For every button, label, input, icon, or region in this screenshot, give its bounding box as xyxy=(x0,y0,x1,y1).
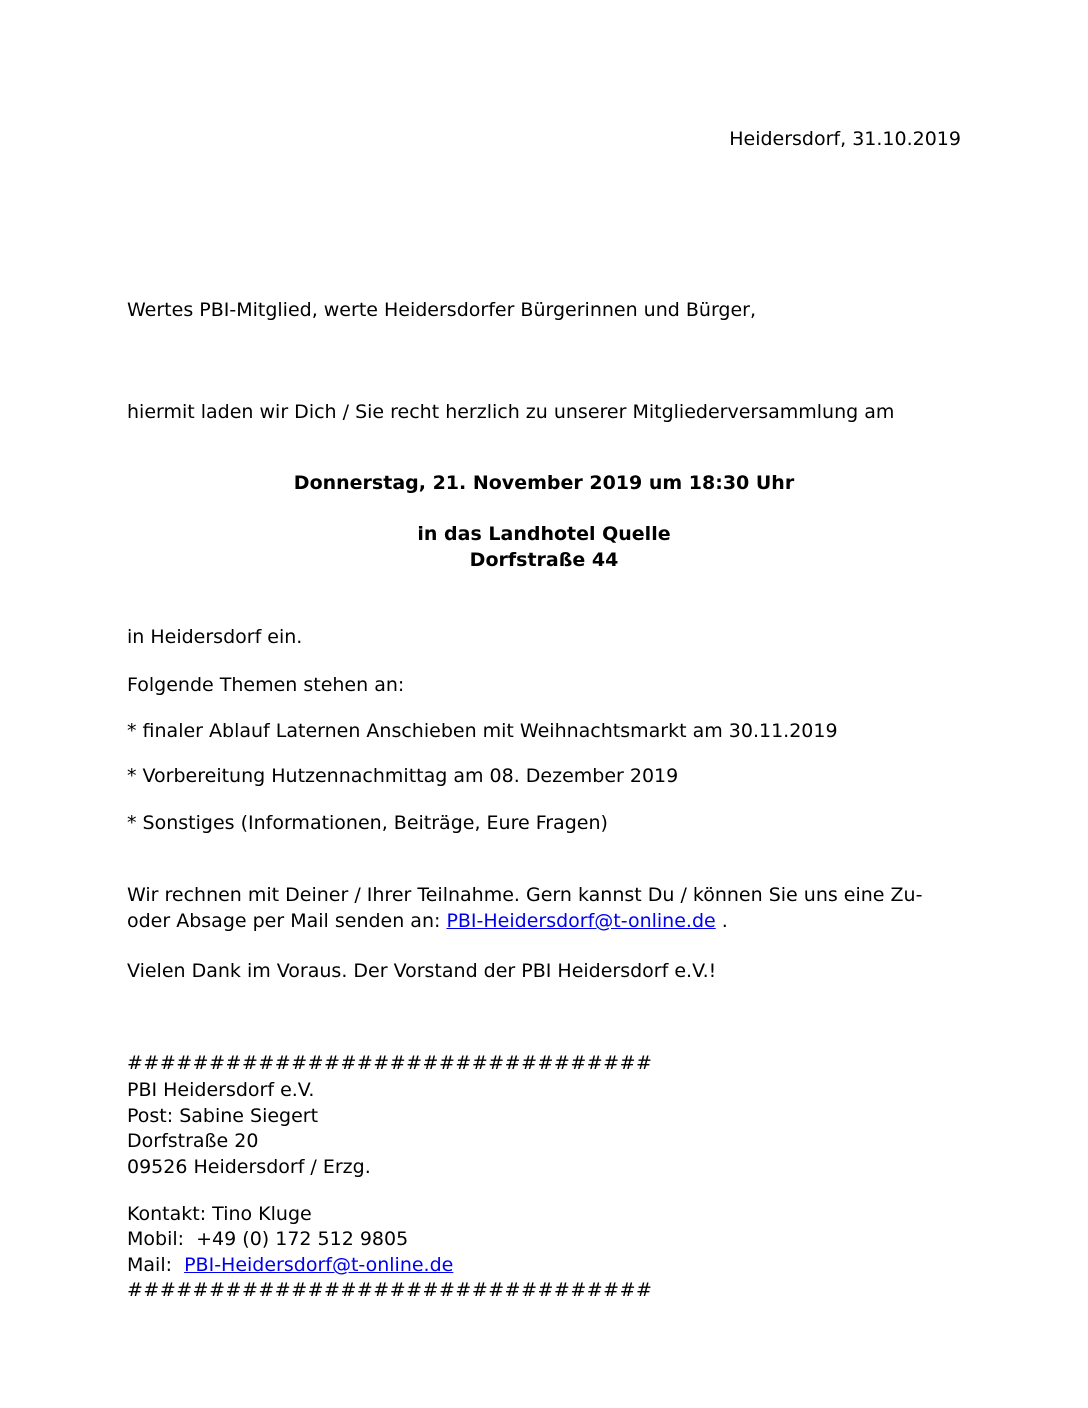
event-date: Donnerstag, 21. November 2019 um 18:30 Uhr xyxy=(293,472,795,494)
rsvp-text-line2 xyxy=(127,908,728,934)
topics-heading: Folgende Themen stehen an: xyxy=(127,674,405,696)
topic-item: * Sonstiges (Informationen, Beiträge, Eure Fragen) xyxy=(127,812,608,834)
location-end: in Heidersdorf ein. xyxy=(127,626,303,648)
topic-item: * Vorbereitung Hutzennachmittag am 08. Dezember 2019 xyxy=(127,765,679,787)
signature-post: Post: Sabine Siegert xyxy=(127,1105,319,1127)
venue-name: in das Landhotel Quelle xyxy=(417,523,671,545)
topic-item: * finaler Ablauf Laternen Anschieben mit Weihnachtsmarkt am 30.11.2019 xyxy=(127,720,838,742)
mobile-label: Mobil: xyxy=(127,1228,185,1250)
mail-label: Mail: xyxy=(127,1254,172,1276)
separator-top: ################################ xyxy=(127,1052,653,1074)
intro-text: hiermit laden wir Dich / Sie recht herzlich zu unserer Mitgliederversammlung am xyxy=(127,401,895,423)
signature-org: PBI Heidersdorf e.V. xyxy=(127,1079,315,1101)
mail-link[interactable]: PBI-Heidersdorf@t-online.de xyxy=(184,1254,454,1276)
signature-street: Dorfstraße 20 xyxy=(127,1130,259,1152)
rsvp-text: Wir rechnen mit Deiner / Ihrer Teilnahme. Gern kannst Du / können Sie uns eine Zu- xyxy=(127,884,923,906)
place-date: Heidersdorf, 31.10.2019 xyxy=(729,128,961,150)
rsvp-email-link[interactable]: PBI-Heidersdorf@t-online.de xyxy=(446,910,716,932)
mobile-value: +49 (0) 172 512 9805 xyxy=(196,1228,409,1250)
rsvp-suffix: . xyxy=(715,910,728,932)
separator-bottom: ################################ xyxy=(127,1279,653,1301)
signature-city: 09526 Heidersdorf / Erzg. xyxy=(127,1156,371,1178)
thanks-text: Vielen Dank im Voraus. Der Vorstand der PBI Heidersdorf e.V.! xyxy=(127,960,717,982)
rsvp-prefix: oder Absage per Mail senden an: xyxy=(127,910,447,932)
salutation: Wertes PBI-Mitglied, werte Heidersdorfer Bürgerinnen und Bürger, xyxy=(127,299,757,321)
signature-mail xyxy=(127,1252,453,1278)
signature-mobile xyxy=(127,1226,408,1252)
signature-contact: Kontakt: Tino Kluge xyxy=(127,1203,312,1225)
venue-street: Dorfstraße 44 xyxy=(469,549,619,571)
